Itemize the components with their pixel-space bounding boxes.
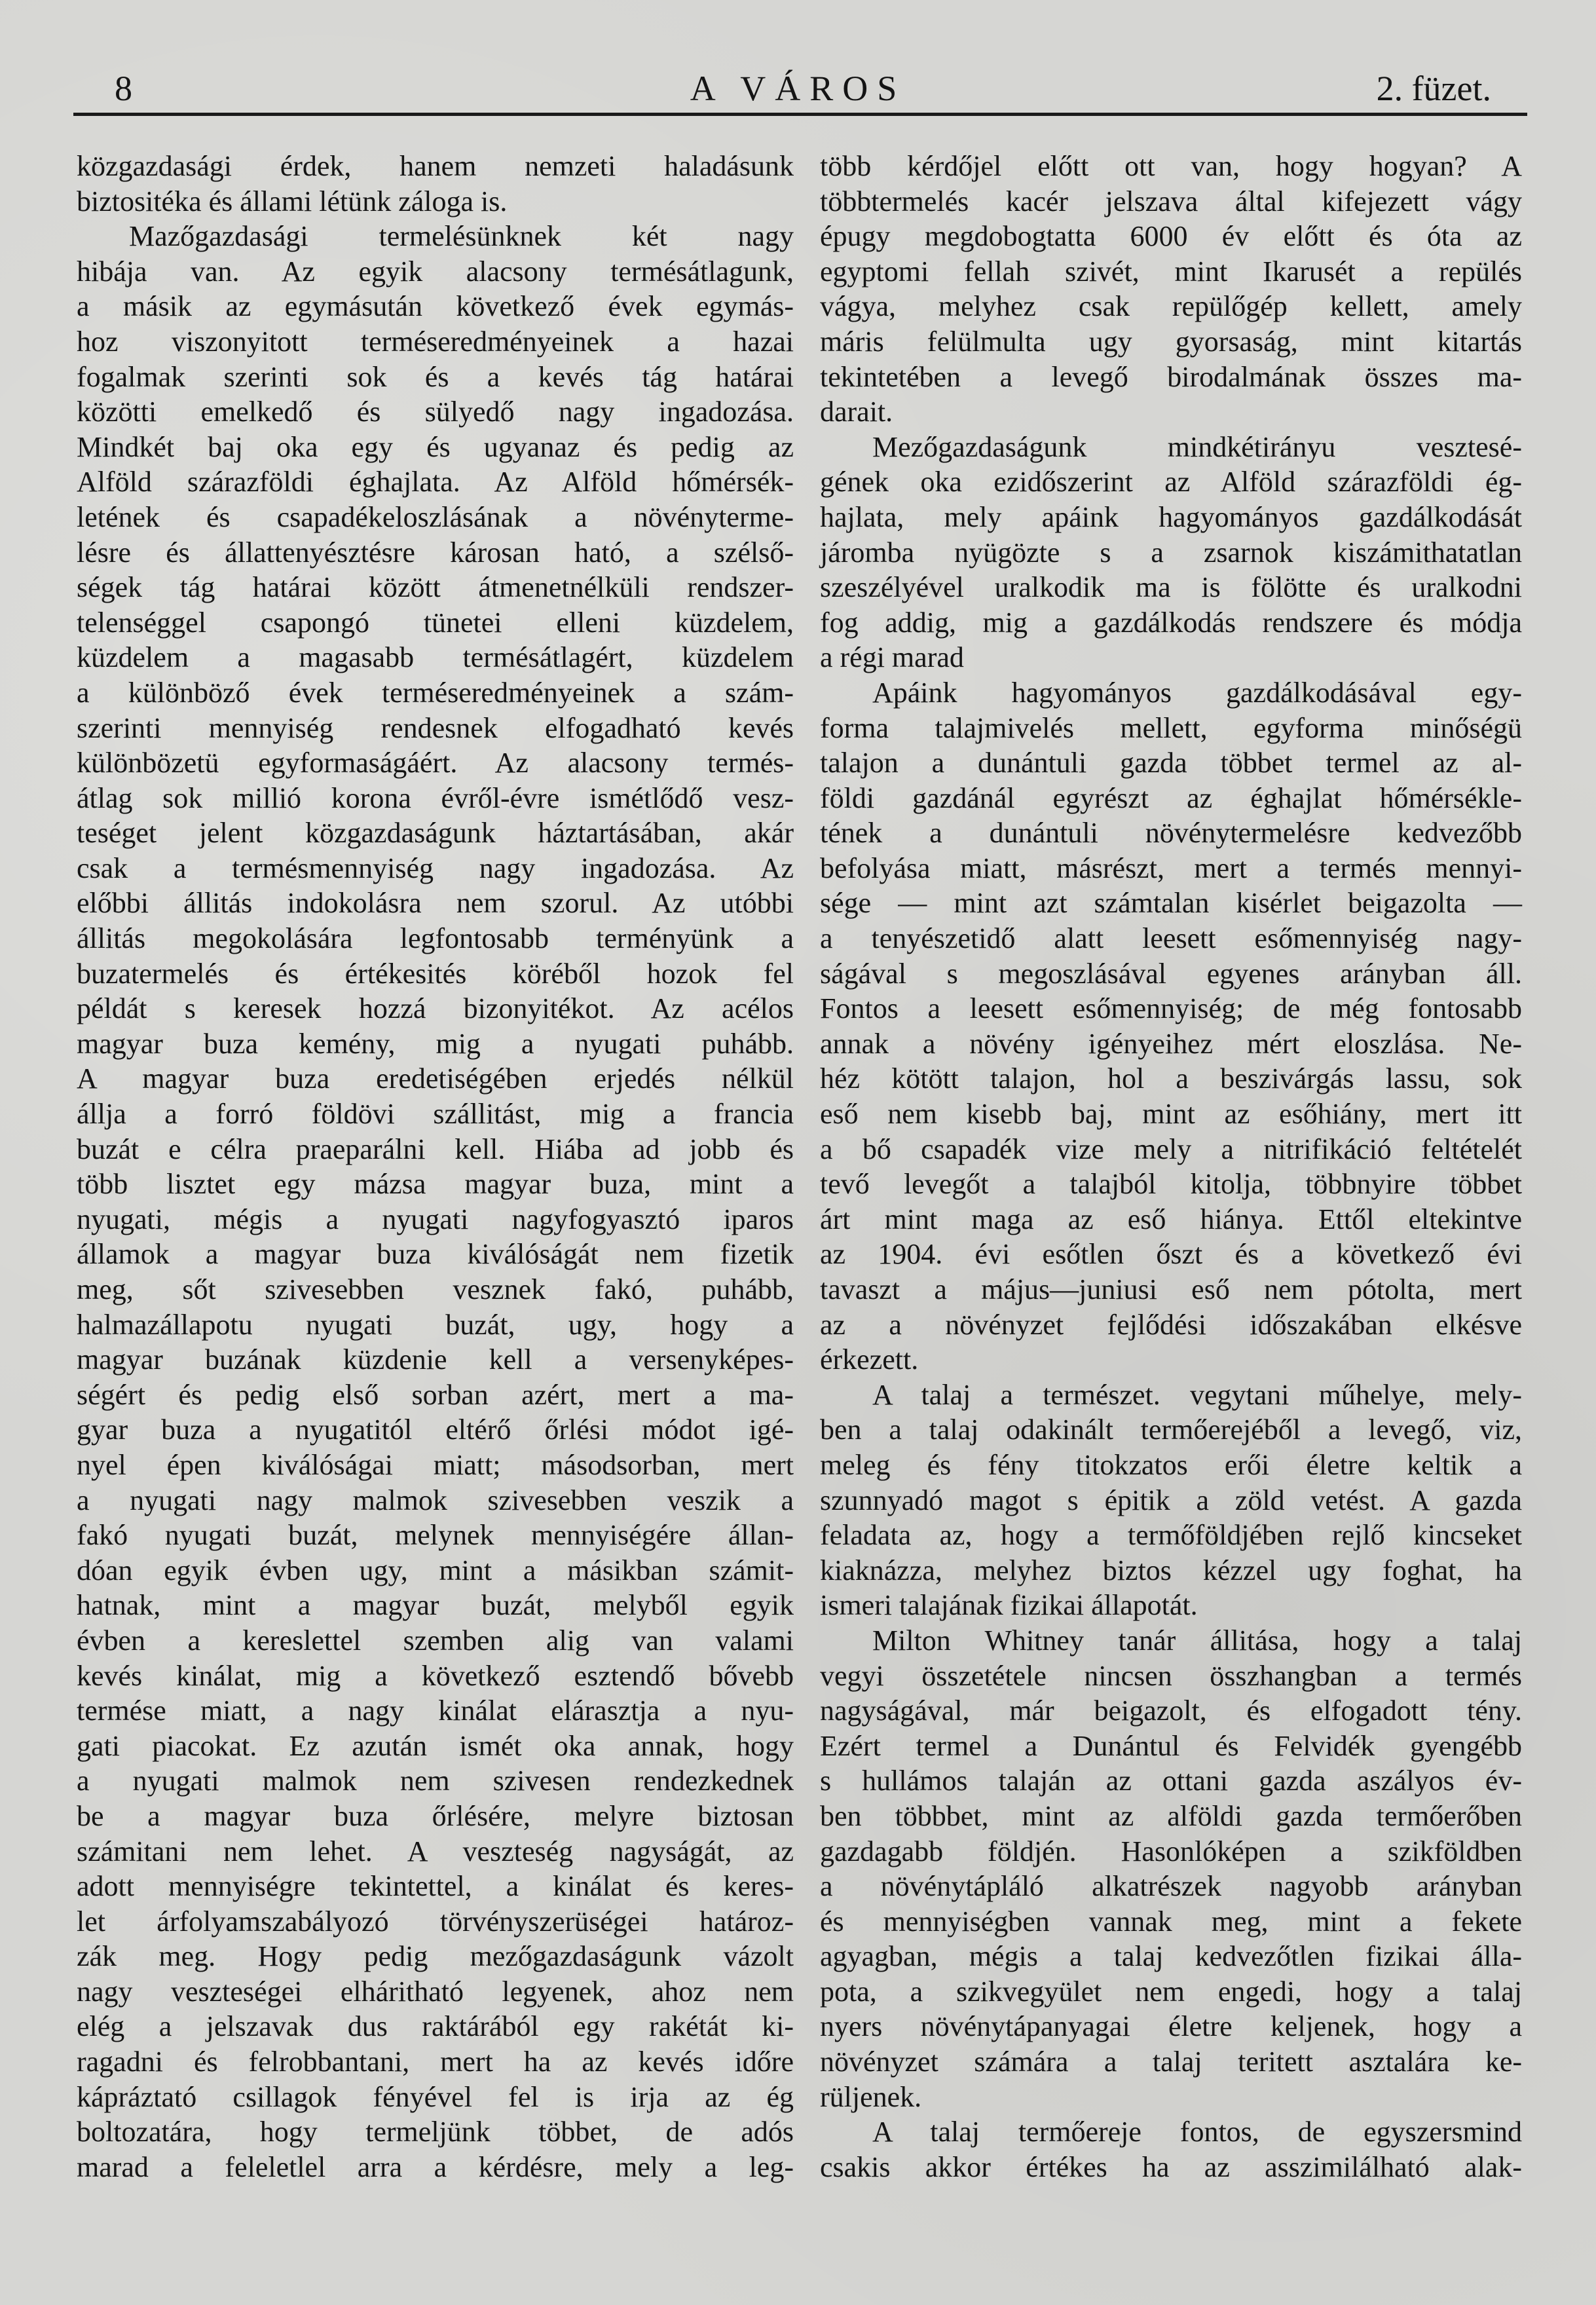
text-line: árt mint maga az eső hiánya. Ettől eltekintve [820, 1203, 1522, 1235]
text-line: vegyi összetétele nincsen összhangban a termés [820, 1659, 1522, 1692]
text-line: több lisztet egy mázsa magyar buza, mint a [77, 1168, 794, 1201]
text-line: a különböző évek terméseredményeinek a szám- [77, 676, 794, 709]
text-line: ragadni és felrobbantani, mert ha az kevés időre [77, 2046, 794, 2078]
text-line: feladata az, hogy a termőföldjében rejlő kincseket [820, 1519, 1522, 1552]
text-line: let árfolyamszabályozó törvényszerüségei határoz- [77, 1905, 794, 1938]
text-line: Apáink hagyományos gazdálkodásával egy- [872, 676, 1522, 709]
text-line: hibája van. Az egyik alacsony termésátlagunk, [77, 255, 794, 288]
right-column [820, 149, 1522, 2184]
text-line: be a magyar buza őrlésére, melyre biztosan [77, 1799, 794, 1832]
text-line: nagyságával, már beigazolt, és elfogadott tény. [820, 1695, 1522, 1727]
text-line: a bő csapadék vize mely a nitrifikáció feltételét [820, 1133, 1522, 1165]
text-line: talajon a dunántuli gazda többet termel az al- [820, 747, 1522, 779]
text-line: az 1904. évi esőtlen őszt és a következő évi [820, 1238, 1522, 1271]
paragraph [820, 2114, 1522, 2184]
text-line: A magyar buza eredetiségében erjedés nélkül [77, 1062, 794, 1095]
text-line: ságával s megoszlásával egyenes arányban áll. [820, 957, 1522, 990]
text-line: agyagban, mégis a talaj kedvezőtlen fizikai álla- [820, 1940, 1522, 1973]
text-line: előbbi állitás indokolásra nem szorul. Az utóbbi [77, 887, 794, 920]
text-line: hajlata, mely apáink hagyományos gazdálkodását [820, 500, 1522, 533]
text-line: ismeri talajának fizikai állapotát. [820, 1589, 1198, 1622]
text-line: különbözetü egyformaságáért. Az alacsony termés- [77, 747, 794, 779]
text-line: évben a kereslettel szemben alig van valami [77, 1624, 794, 1657]
text-line: csakis akkor értékes ha az asszimilálható alak- [820, 2150, 1522, 2183]
text-line: földi gazdánál egyrészt az éghajlat hőmérsékle- [820, 781, 1522, 814]
text-line: marad a feleletlel arra a kérdésre, mely a leg- [77, 2150, 794, 2183]
text-line: szerinti mennyiség rendesnek elfogadható kevés [77, 711, 794, 744]
text-line: telenséggel csapongó tünetei elleni küzdelem, [77, 606, 794, 639]
text-line: magyar buza kemény, mig a nyugati puhább. [77, 1027, 794, 1060]
text-line: meleg és fény titokzatos erői életre keltik a [820, 1448, 1522, 1481]
left-column [77, 149, 794, 2184]
text-line: küzdelem a magasabb termésátlagért, küzdelem [77, 641, 794, 674]
text-line: s hullámos talaján az ottani gazda aszályos év- [820, 1765, 1522, 1797]
text-line: nyel épen kiválóságai miatt; másodsorban, mert [77, 1448, 794, 1481]
text-line: állja a forró földövi szállitást, mig a francia [77, 1098, 794, 1131]
text-line: gati piacokat. Ez azután ismét oka annak, hogy [77, 1729, 794, 1762]
text-line: dóan egyik évben ugy, mint a másikban számit- [77, 1554, 794, 1586]
text-line: járomba nyügözte s a zsarnok kiszámithatatlan [820, 536, 1522, 569]
page-number: 8 [115, 69, 132, 108]
text-line: meg, sőt szivesebben vesznek fakó, puhább, [77, 1273, 794, 1305]
text-line: fogalmak szerinti sok és a kevés tág határai [77, 360, 794, 393]
text-line: ben a talaj odakinált termőerejéből a levegő, viz, [820, 1414, 1522, 1446]
text-line: befolyása miatt, másrészt, mert a termés mennyi- [820, 852, 1522, 884]
publication-title: A VÁROS [690, 69, 906, 108]
text-line: nyugati, mégis a nyugati nagyfogyasztó iparos [77, 1203, 794, 1235]
text-line: fog addig, mig a gazdálkodás rendszere és módja [820, 606, 1522, 639]
text-line: Milton Whitney tanár állitása, hogy a talaj [872, 1624, 1522, 1657]
text-line: egyptomi fellah szivét, mint Ikarusét a repülés [820, 255, 1522, 288]
text-line: közötti emelkedő és sülyedő nagy ingadozása. [77, 396, 794, 428]
text-line: a növénytápláló alkatrészek nagyobb arányban [820, 1870, 1522, 1903]
text-line: a másik az egymásután következő évek egymás- [77, 290, 794, 323]
text-line: A talaj a természet. vegytani műhelye, mely- [872, 1378, 1522, 1411]
text-line: boltozatára, hogy termeljünk többet, de adós [77, 2116, 794, 2148]
text-line: Ezért termel a Dunántul és Felvidék gyengébb [820, 1729, 1522, 1762]
text-line: tevő levegőt a talajból kitolja, többnyire többet [820, 1168, 1522, 1201]
text-line: hoz viszonyitott terméseredményeinek a hazai [77, 325, 794, 358]
text-line: Fontos a leesett esőmennyiség; de még fontosabb [820, 992, 1522, 1025]
text-line: növényzet számára a talaj teritett asztalára ke- [820, 2046, 1522, 2078]
text-line: a nyugati malmok nem szivesen rendezkednek [77, 1765, 794, 1797]
text-line: gazdagabb földjén. Hasonlóképen a szikföldben [820, 1835, 1522, 1867]
text-line: halmazállapotu nyugati buzát, ugy, hogy a [77, 1308, 794, 1341]
text-line: a nyugati nagy malmok szivesebben veszik a [77, 1484, 794, 1516]
text-line: Mezőgazdaságunk mindkétirányu vesztesé- [872, 430, 1522, 463]
text-line: eső nem kisebb baj, mint az esőhiány, mert itt [820, 1098, 1522, 1131]
text-line: és mennyiségben vannak meg, mint a fekete [820, 1905, 1522, 1938]
text-line: zák meg. Hogy pedig mezőgazdaságunk vázolt [77, 1940, 794, 1973]
text-line: ségért és pedig első sorban azért, mert a ma- [77, 1378, 794, 1411]
paragraph [820, 1623, 1522, 2114]
text-line: ben többbet, mint az alföldi gazda termőerőben [820, 1799, 1522, 1832]
paragraph [820, 1377, 1522, 1623]
text-line: teséget jelent közgazdaságunk háztartásában, akár [77, 817, 794, 850]
text-line: közgazdasági érdek, hanem nemzeti haladásunk [77, 150, 794, 182]
paragraph [77, 219, 794, 2184]
text-line: tének a dunántuli növénytermelésre kedvezőbb [820, 817, 1522, 850]
text-line: számitani nem lehet. A veszteség nagyságát, az [77, 1835, 794, 1867]
text-line: sége — mint azt számtalan kisérlet beigazolta — [820, 887, 1522, 920]
text-line: buzát e célra praeparálni kell. Hiába ad jobb és [77, 1133, 794, 1165]
text-line: állitás megokolására legfontosabb terményünk a [77, 922, 794, 955]
paragraph [820, 675, 1522, 1377]
text-line: adott mennyiségre tekintettel, a kinálat és keres- [77, 1870, 794, 1903]
text-line: nagy veszteségei elháritható legyenek, ahoz nem [77, 1975, 794, 2008]
text-line: rüljenek. [820, 2080, 922, 2113]
text-line: szunnyadó magot s épitik a zöld vetést. A gazda [820, 1484, 1522, 1516]
text-line: Alföld szárazföldi éghajlata. Az Alföld hőmérsék- [77, 466, 794, 498]
text-line: vágya, melyhez csak repülőgép kellett, amely [820, 290, 1522, 323]
text-line: fakó nyugati buzát, melynek mennyiségére állan- [77, 1519, 794, 1552]
text-line: termése miatt, a nagy kinálat elárasztja a nyu- [77, 1695, 794, 1727]
text-line: szeszélyével uralkodik ma is fölötte és uralkodni [820, 571, 1522, 604]
text-line: gyar buza a nyugatitól eltérő őrlési módot igé- [77, 1414, 794, 1446]
text-line: lésre és állattenyésztésre károsan ható, a szélső- [77, 536, 794, 569]
header-rule [73, 113, 1527, 116]
text-line: tekintetében a levegő birodalmának összes ma- [820, 360, 1522, 393]
text-line: darait. [820, 396, 893, 428]
text-line: biztositéka és állami létünk záloga is. [77, 185, 508, 217]
paragraph [77, 149, 794, 219]
text-line: elég a jelszavak dus raktárából egy rakétát ki- [77, 2010, 794, 2043]
text-line: tavaszt a május—juniusi eső nem pótolta, mert [820, 1273, 1522, 1305]
text-line: csak a termésmennyiség nagy ingadozása. Az [77, 852, 794, 884]
paragraph [820, 149, 1522, 430]
text-line: pota, a szikvegyület nem engedi, hogy a talaj [820, 1975, 1522, 2008]
text-line: ségek tág határai között átmenetnélküli rendszer- [77, 571, 794, 604]
text-line: letének és csapadékeloszlásának a növényterme- [77, 500, 794, 533]
text-line: több kérdőjel előtt ott van, hogy hogyan? A [820, 150, 1522, 182]
text-line: példát s keresek hozzá bizonyitékot. Az acélos [77, 992, 794, 1025]
text-line: annak a növény igényeihez mért eloszlása. Ne- [820, 1027, 1522, 1060]
text-line: magyar buzának küzdenie kell a versenyképes- [77, 1343, 794, 1376]
text-line: átlag sok millió korona évről-évre ismétlődő vesz- [77, 781, 794, 814]
text-line: a régi marad [820, 641, 964, 674]
text-line: Mindkét baj oka egy és ugyanaz és pedig az [77, 430, 794, 463]
issue-label: 2. füzet. [1376, 69, 1491, 108]
text-line: az a növényzet fejlődési időszakában elkésve [820, 1308, 1522, 1341]
text-line: A talaj termőereje fontos, de egyszersmind [872, 2116, 1522, 2148]
text-line: kiaknázza, melyhez biztos kézzel ugy foghat, ha [820, 1554, 1522, 1586]
text-line: nyers növénytápanyagai életre keljenek, hogy a [820, 2010, 1522, 2043]
text-line: államok a magyar buza kiválóságát nem fizetik [77, 1238, 794, 1271]
text-line: máris felülmulta ugy gyorsaság, mint kitartás [820, 325, 1522, 358]
text-line: kevés kinálat, mig a következő esztendő bővebb [77, 1659, 794, 1692]
text-line: többtermelés kacér jelszava által kifejezett vágy [820, 185, 1522, 217]
text-line: gének oka ezidőszerint az Alföld szárazföldi ég- [820, 466, 1522, 498]
text-line: érkezett. [820, 1343, 919, 1376]
text-line: a tenyészetidő alatt leesett esőmennyiség nagy- [820, 922, 1522, 955]
text-line: héz kötött talajon, hol a beszivárgás lassu, sok [820, 1062, 1522, 1095]
paragraph [820, 430, 1522, 675]
text-line: épugy megdobogtatta 6000 év előtt és óta az [820, 220, 1522, 253]
text-line: forma talajmivelés mellett, egyforma minőségü [820, 711, 1522, 744]
text-line: hatnak, mint a magyar buzát, melyből egyik [77, 1589, 794, 1622]
text-line: kápráztató csillagok fényével fel is irja az ég [77, 2080, 794, 2113]
text-line: buzatermelés és értékesités köréből hozok fel [77, 957, 794, 990]
text-line: Mazőgazdasági termelésünknek két nagy [129, 220, 794, 253]
